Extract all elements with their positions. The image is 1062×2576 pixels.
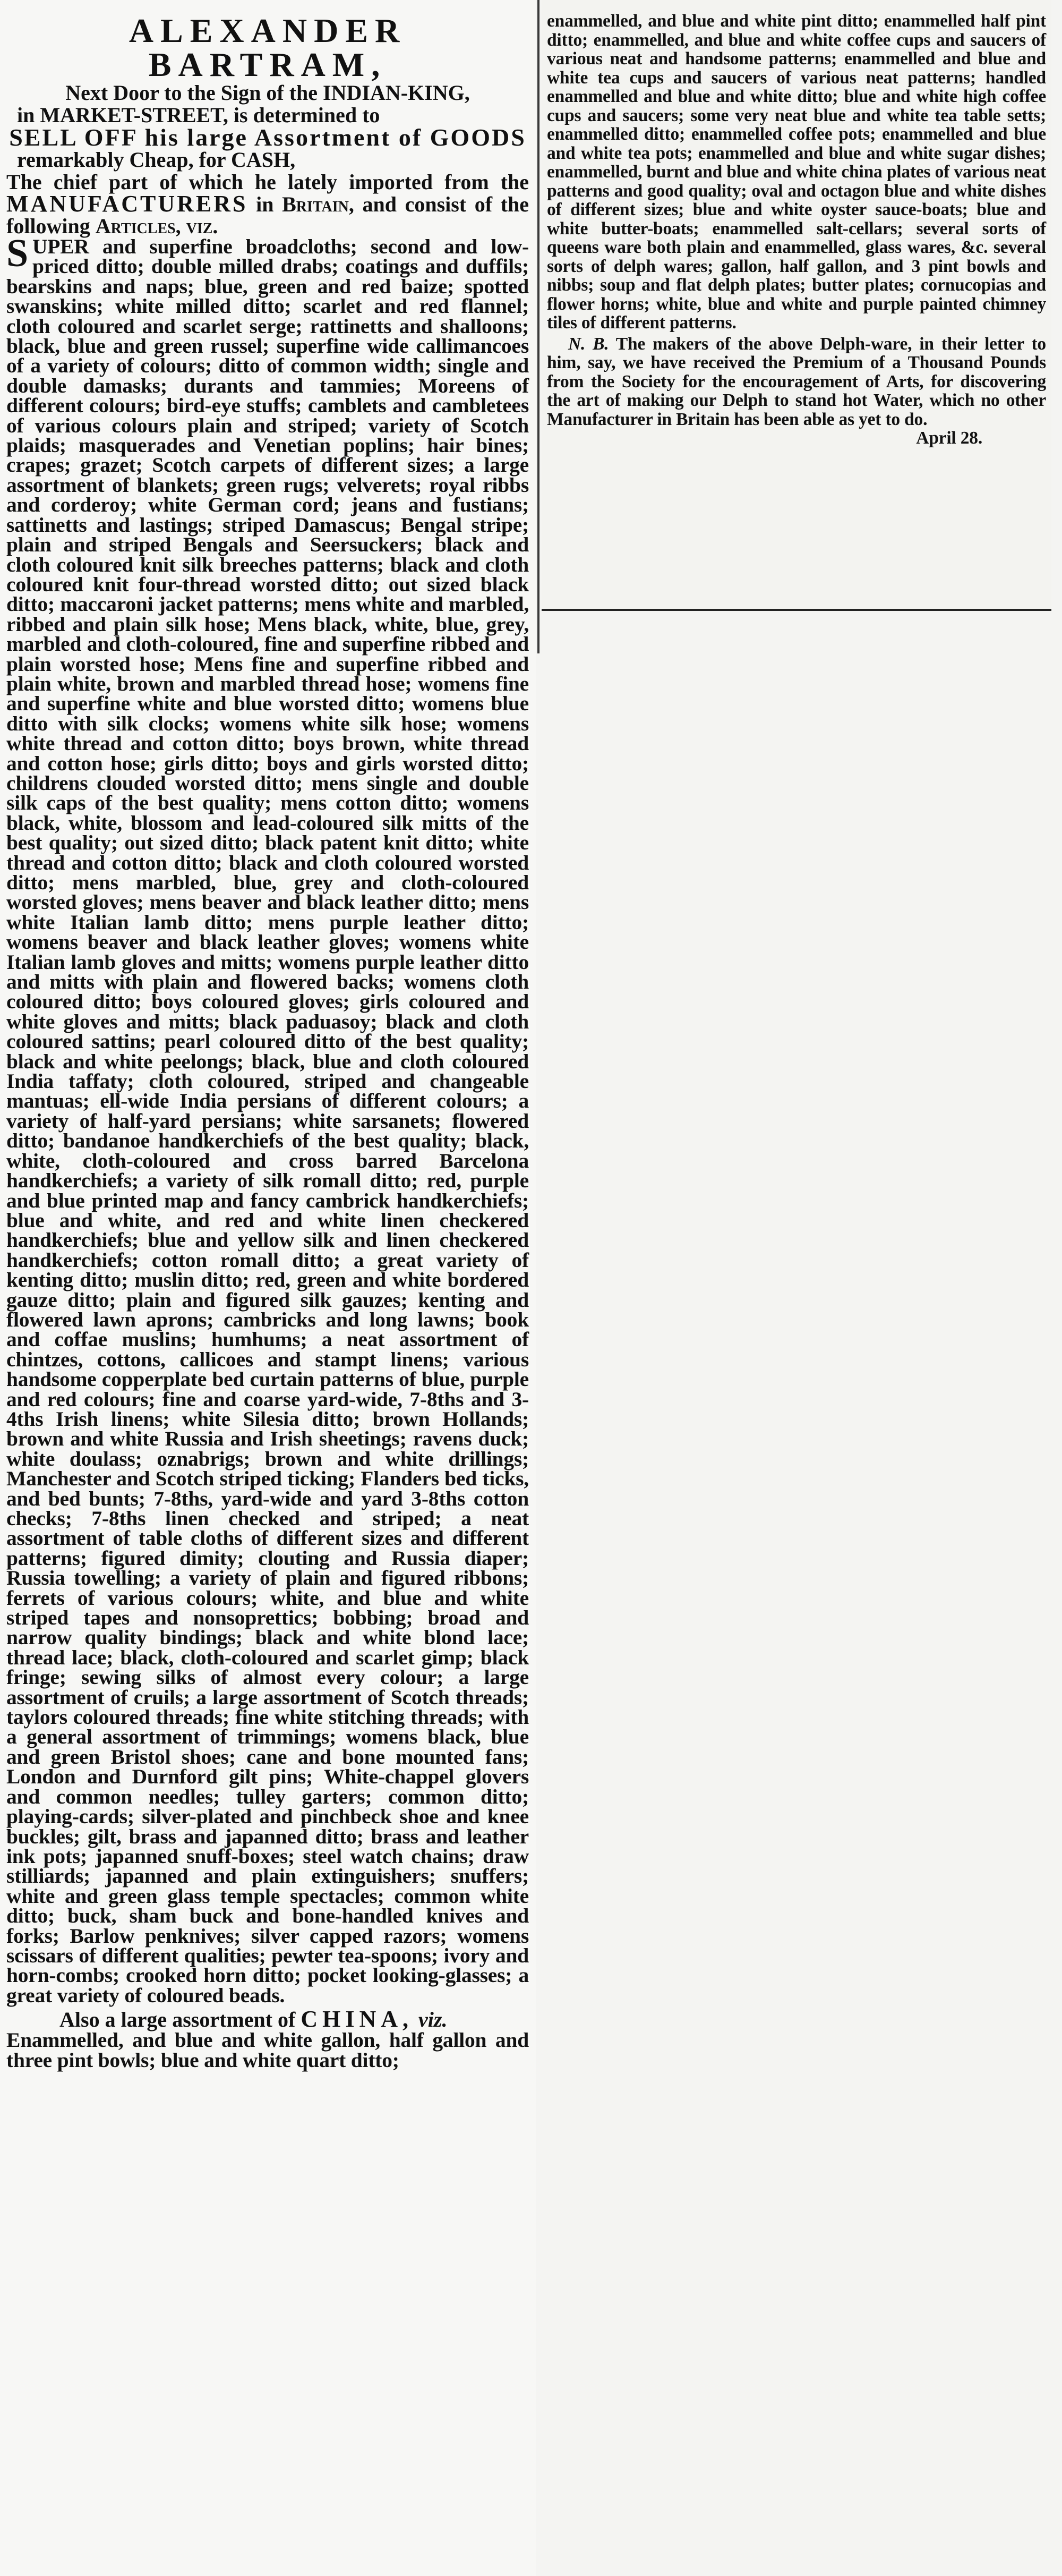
- intro-part-f: Articles, viz.: [95, 214, 218, 238]
- china-list-start: Enammelled, and blue and white gallon, half gallon and three pint bowls; blue and white quart ditto;: [6, 2028, 529, 2072]
- intro-part-a: The chief part of which he lately imported from the: [6, 170, 529, 194]
- china-list-continued: enammelled, and blue and white pint ditto; enammelled half pint ditto; enammelled, and blue and white coffee cups and saucers of various neat and handsome patterns; enammelled and blue and white tea cups and saucers of various neat patterns; handled enammelled and blue and white ditto; blue and white high coffee cups and saucers; some very neat blue and white tea table setts; enammelled ditto; enammelled coffee pots; enammelled and blue and white tea pots; enammelled and blue and white sugar dishes; enammelled, burnt and blue and white china plates of various neat patterns and good quality; oval and octagon blue and white dishes of different sizes; blue and white oyster sauce-boats; blue and white butter-boats; enammelled salt-cellars; several sorts of queens ware both plain and enammelled, glass wares, &c. several sorts of delph wares; gallon, half gallon, and 3 pint bowls and nibbs; soup and flat delph plates; butter plates; cornucopias and flower horns; white, blue and white and purple painted chimney tiles of different patterns.: [547, 11, 1046, 333]
- china-heading: [59, 2006, 529, 2033]
- header-line-4: remarkably Cheap, for CASH,: [17, 148, 296, 172]
- right-column: [542, 0, 1051, 611]
- china-part-a: Also a large assortment of: [59, 2008, 301, 2032]
- header-line-2: in MARKET-STREET, is determined to: [17, 103, 380, 127]
- intro-part-e: , and consist of the following: [6, 192, 529, 238]
- intro-part-b: MANUFACTURERS: [6, 191, 248, 217]
- advert-date: April 28.: [916, 428, 982, 448]
- intro-part-c: in: [247, 192, 282, 216]
- goods-list-text: UPER and superfine broadcloths; second and low-priced ditto; double milled drabs; coatings and duffils; bearskins and naps; blue, green and red baize; spotted swanskins; white milled ditto; scarlet and red flannel; cloth coloured and scarlet serge; rattinetts and shalloons; black, blue and green russel; superfine wide callimancoes of a variety of colours; ditto of common width; single and double damasks; durants and tammies; Moreens of different colours; bird-eye stuffs; camblets and cambletees of various colours plain and striped; variety of Scotch plaids; masquerades and Venetian poplins; hair bines; crapes; grazet; Scotch carpets of different sizes; a large assortment of blankets; green rugs; velverets; royal ribbs and corderoy; white German cord; jeans and fustians; sattinetts and lastings; striped Damascus; Bengal stripe; plain and striped Bengals and Seersuckers; black and cloth coloured knit silk breeches patterns; black and cloth coloured knit four-thread worsted ditto; out sized black ditto; maccaroni jacket patterns; mens white and marbled, ribbed and plain silk hose; Mens black, white, blue, grey, marbled and cloth-coloured, fine and superfine ribbed and plain worsted hose; Mens fine and superfine ribbed and plain white, brown and marbled thread hose; womens fine and superfine white and blue worsted ditto; womens blue ditto with silk clocks; womens white silk hose; womens white thread and cotton ditto; boys brown, white thread and cotton hose; girls ditto; boys and girls worsted ditto; childrens clouded worsted ditto; mens single and double silk caps of the best quality; mens cotton ditto; womens black, white, blossom and lead-coloured silk mitts of the best quality; out sized ditto; black patent knit ditto; white thread and cotton ditto; black and cloth coloured worsted ditto; mens marbled, blue, grey and cloth-coloured worsted gloves; mens beaver and black leather ditto; mens white Italian lamb ditto; mens purple leather ditto; womens beaver and black leather gloves; womens white Italian lamb gloves and mitts; womens purple leather ditto and mitts with plain and flowered backs; womens cloth coloured ditto; boys coloured gloves; girls coloured and white gloves and mitts; black paduasoy; black and cloth coloured sattins; pearl coloured ditto of the best quality; black and white peelongs; black, blue and cloth coloured India taffaty; cloth coloured, striped and changeable mantuas; ell-wide India persians of different colours; a variety of half-yard persians; white sarsanets; flowered ditto; bandanoe handkerchiefs of the best quality; black, white, cloth-coloured and cross barred Barcelona handkerchiefs; a variety of silk romall ditto; red, purple and blue printed map and fancy cambrick handkerchiefs; blue and white, and red and white linen checkered handkerchiefs; blue and yellow silk and linen checkered handkerchiefs; cotton romall ditto; a great variety of kenting ditto; muslin ditto; red, green and white bordered gauze ditto; plain and figured silk gauzes; kenting and flowered lawn aprons; cambricks and long lawns; book and coffae muslins; humhums; a neat assortment of chintzes, cottons, callicoes and stampt linens; various handsome copperplate bed curtain patterns of blue, purple and red colours; fine and coarse yard-wide, 7-8ths and 3-4ths Irish linens; white Silesia ditto; brown Hollands; brown and white Russia and Irish sheetings; ravens duck; white doulass; oznabrigs; brown and white drillings; Manchester and Scotch striped ticking; Flanders bed ticks, and bed bunts; 7-8ths, yard-wide and yard 3-8ths cotton checks; 7-8ths linen checked and striped; a neat assortment of table cloths of different sizes and different patterns; figured dimity; clouting and Russia diaper; Russia towelling; a variety of plain and figured ribbons; ferrets of various colours; white, and blue and white striped tapes and nonsoprettics; bobbing; broad and narrow quality bindings; black and white blond lace; thread lace; black, cloth-coloured and scarlet gimp; black fringe; sewing silks of almost every colour; a large assortment of cruils; a large assortment of Scotch threads; taylors coloured threads; fine white stitching threads; with a general assortment of trimmings; womens black, blue and green Bristol shoes; cane and bone mounted fans; London and Durnford gilt pins; White-chappel glovers and common needles; tulley garters; common ditto; playing-cards; silver-plated and pinchbeck shoe and knee buckles; gilt, brass and japanned ditto; brass and leather ink pots; japanned snuff-boxes; steel watch chains; draw stilliards; japanned and plain extinguishers; snuffers; white and green glass temple spectacles; common white ditto; buck, sham buck and bone-handled knives and forks; Barlow penknives; silver capped razors; womens scissars of different qualities; pewter tea-spoons; ivory and horn-combs; crooked horn ditto; pocket looking-glasses; a great variety of coloured beads.: [6, 235, 529, 2007]
- goods-list: [6, 232, 529, 2007]
- column-rule: [537, 0, 539, 653]
- header-line-3: SELL OFF his large Assortment of GOODS: [9, 124, 526, 151]
- intro-part-d: Britain: [282, 192, 349, 216]
- nota-bene: [547, 335, 1046, 429]
- nb-label: N. B.: [568, 334, 609, 354]
- advertiser-name: ALEXANDER BARTRAM,: [129, 12, 407, 83]
- china-part-b: CHINA,: [301, 2006, 414, 2033]
- header-line-1: Next Door to the Sign of the INDIAN-KING,: [65, 81, 470, 105]
- intro-paragraph: [6, 171, 529, 237]
- nb-text: The makers of the above Delph-ware, in their letter to him, say, we have received the Premium of a Thousand Pounds from the Society for the encouragement of Arts, for discovering the art of making our Delph to stand hot Water, which no other Manufacturer in Britain has been able as yet to do.: [547, 334, 1046, 429]
- china-part-c: viz.: [413, 2008, 448, 2032]
- drop-cap: S: [6, 232, 28, 275]
